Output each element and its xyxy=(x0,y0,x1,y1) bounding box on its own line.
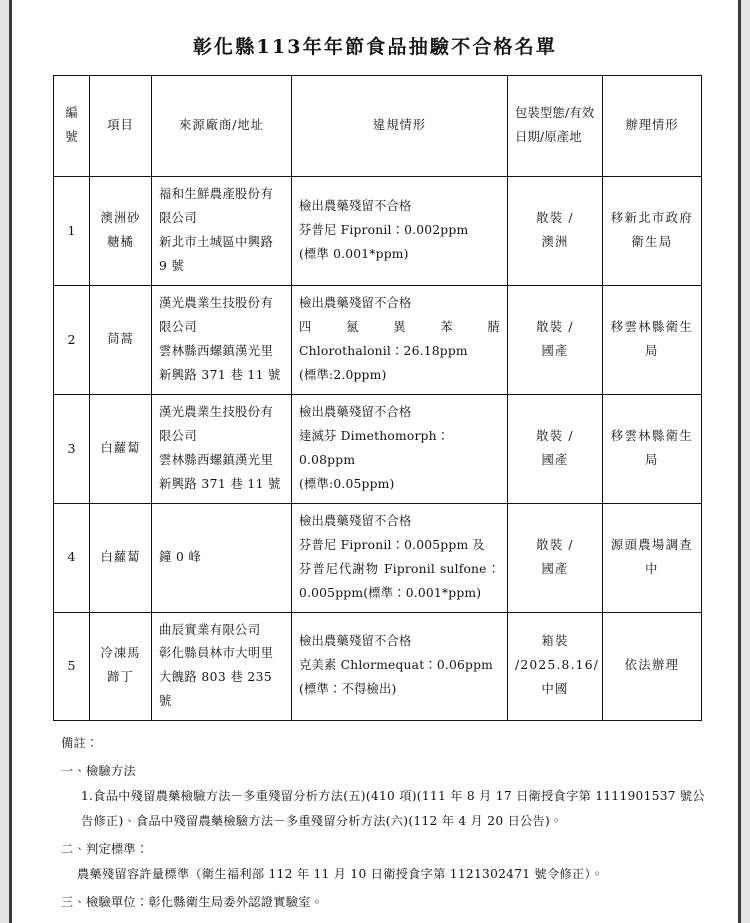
cell-line: 檢出農藥殘留不合格 xyxy=(299,198,412,213)
cell-item: 白蘿蔔 xyxy=(90,503,152,612)
cell-line: 國產 xyxy=(541,561,569,576)
cell-line: 漢光農業生技股份有限公司 xyxy=(159,404,274,443)
column-header-packaging: 包裝型態/有效日期/原產地 xyxy=(508,76,603,177)
note-section xyxy=(61,759,715,834)
cell-item: 茼蒿 xyxy=(90,285,152,394)
cell-vendor xyxy=(152,503,292,612)
cell-line: 國產 xyxy=(541,452,569,467)
table-row xyxy=(54,177,702,286)
note-body: 農藥殘留容許量標準（衛生福利部 112 年 11 月 10 日衛授食字第 1121302471 號令修正）。 xyxy=(77,867,604,882)
cell-no: 2 xyxy=(54,285,90,394)
column-header-action: 辦理情形 xyxy=(603,76,702,177)
table-container xyxy=(9,75,741,721)
note-section xyxy=(61,890,715,915)
cell-line: 散裝 / xyxy=(536,210,574,225)
table-row xyxy=(54,285,702,394)
table-row xyxy=(54,394,702,503)
cell-line: 散裝 / xyxy=(536,428,574,443)
cell-line: 新北市土城區中興路 9 號 xyxy=(159,234,274,273)
note-section xyxy=(61,837,715,887)
cell-action: 移新北市政府衛生局 xyxy=(603,177,702,286)
cell-line: 雲林縣西螺鎮漢光里新興路 371 巷 11 號 xyxy=(159,343,281,382)
table-body xyxy=(54,177,702,721)
cell-line: 福和生鮮農產股份有限公司 xyxy=(159,187,274,225)
cell-action: 移雲林縣衛生局 xyxy=(603,394,702,503)
note-label: 一、檢驗方法 xyxy=(61,764,136,779)
cell-line: 中國 xyxy=(541,682,569,697)
cell-violation xyxy=(292,285,508,394)
cell-line: 漢光農業生技股份有限公司 xyxy=(159,295,274,334)
cell-line: 芬普尼 Fipronil：0.005ppm 及 xyxy=(299,537,485,552)
cell-violation xyxy=(292,177,508,286)
cell-no: 5 xyxy=(54,612,90,721)
cell-line: 檢出農藥殘留不合格 xyxy=(299,634,412,649)
notes-section xyxy=(9,721,741,915)
notes-heading: 備註： xyxy=(61,736,99,751)
cell-line: 散裝 / xyxy=(536,537,574,552)
cell-line: 檢出農藥殘留不合格 xyxy=(299,513,412,528)
cell-packaging xyxy=(508,394,603,503)
cell-line: 克美素 Chlormequat：0.06ppm xyxy=(299,658,494,673)
cell-line: Chlorothalonil：26.18ppm xyxy=(299,343,468,358)
cell-vendor xyxy=(152,394,292,503)
cell-item: 澳洲砂糖橘 xyxy=(90,177,152,286)
column-header-vendor: 來源廠商/地址 xyxy=(152,76,292,177)
cell-no: 4 xyxy=(54,503,90,612)
cell-line: 芬普尼 Fipronil：0.002ppm xyxy=(299,222,469,237)
cell-packaging xyxy=(508,503,603,612)
page-title: 彰化縣113年年節食品抽驗不合格名單 xyxy=(192,36,558,58)
cell-line: 曲辰實業有限公司 xyxy=(159,622,261,637)
table-row xyxy=(54,612,702,721)
cell-packaging xyxy=(508,285,603,394)
cell-packaging xyxy=(508,612,603,721)
cell-line: 散裝 / xyxy=(536,319,574,334)
column-header-item: 項目 xyxy=(90,76,152,177)
cell-vendor xyxy=(152,285,292,394)
cell-line: 芬普尼代謝物 Fipronil sulfone： xyxy=(299,561,500,576)
cell-packaging xyxy=(508,177,603,286)
table-header xyxy=(54,76,702,177)
cell-line: 鐘 0 峰 xyxy=(159,549,202,564)
cell-violation xyxy=(292,612,508,721)
cell-line: 檢出農藥殘留不合格 xyxy=(299,404,412,419)
cell-line: 雲林縣西螺鎮漢光里新興路 371 巷 11 號 xyxy=(159,452,281,491)
cell-line: 澳洲 xyxy=(541,234,569,249)
cell-line: (標準:0.05ppm) xyxy=(299,476,395,491)
cell-item: 冷凍馬蹄丁 xyxy=(90,612,152,721)
cell-vendor xyxy=(152,177,292,286)
cell-line: 箱裝 xyxy=(541,634,569,649)
column-header-no: 編號 xyxy=(54,76,90,177)
cell-vendor xyxy=(152,612,292,721)
cell-violation xyxy=(292,503,508,612)
cell-item: 白蘿蔔 xyxy=(90,394,152,503)
cell-line: 0.005ppm(標準：0.001*ppm) xyxy=(299,585,482,600)
notes-list xyxy=(61,759,715,915)
cell-line: 四氯異苯腈 xyxy=(299,319,500,334)
cell-no: 1 xyxy=(54,177,90,286)
note-label: 二、判定標準： xyxy=(61,842,149,857)
column-header-violation: 違規情形 xyxy=(292,76,508,177)
inspection-results-table xyxy=(53,75,702,721)
note-subitem: 1.食品中殘留農藥檢驗方法－多重殘留分析方法(五)(410 項)(111 年 8 月 17 日衛授食字第 1111901537 號公告修正)、食品中殘留農藥檢驗方法－多重殘留分析方法(六)(112 年 4 月 20 日公告)。 xyxy=(81,789,705,829)
cell-line: /2025.8.16/ xyxy=(515,658,600,673)
cell-line: 國產 xyxy=(541,343,569,358)
cell-line: (標準:2.0ppm) xyxy=(299,367,387,382)
cell-line: (標準：不得檢出) xyxy=(299,682,397,697)
cell-action: 依法辦理 xyxy=(603,612,702,721)
cell-line: 檢出農藥殘留不合格 xyxy=(299,295,412,310)
cell-violation xyxy=(292,394,508,503)
header-row xyxy=(54,76,702,177)
cell-line: 達滅芬 Dimethomorph：0.08ppm xyxy=(299,428,450,467)
cell-line: 彰化縣員林市大明里大餽路 803 巷 235 號 xyxy=(159,646,274,709)
cell-action: 源頭農場調查中 xyxy=(603,503,702,612)
cell-action: 移雲林縣衛生局 xyxy=(603,285,702,394)
cell-no: 3 xyxy=(54,394,90,503)
document-sheet xyxy=(9,0,741,923)
table-row xyxy=(54,503,702,612)
cell-line: (標準 0.001*ppm) xyxy=(299,246,409,261)
note-label: 三、檢驗單位：彰化縣衛生局委外認證實驗室。 xyxy=(61,895,324,910)
